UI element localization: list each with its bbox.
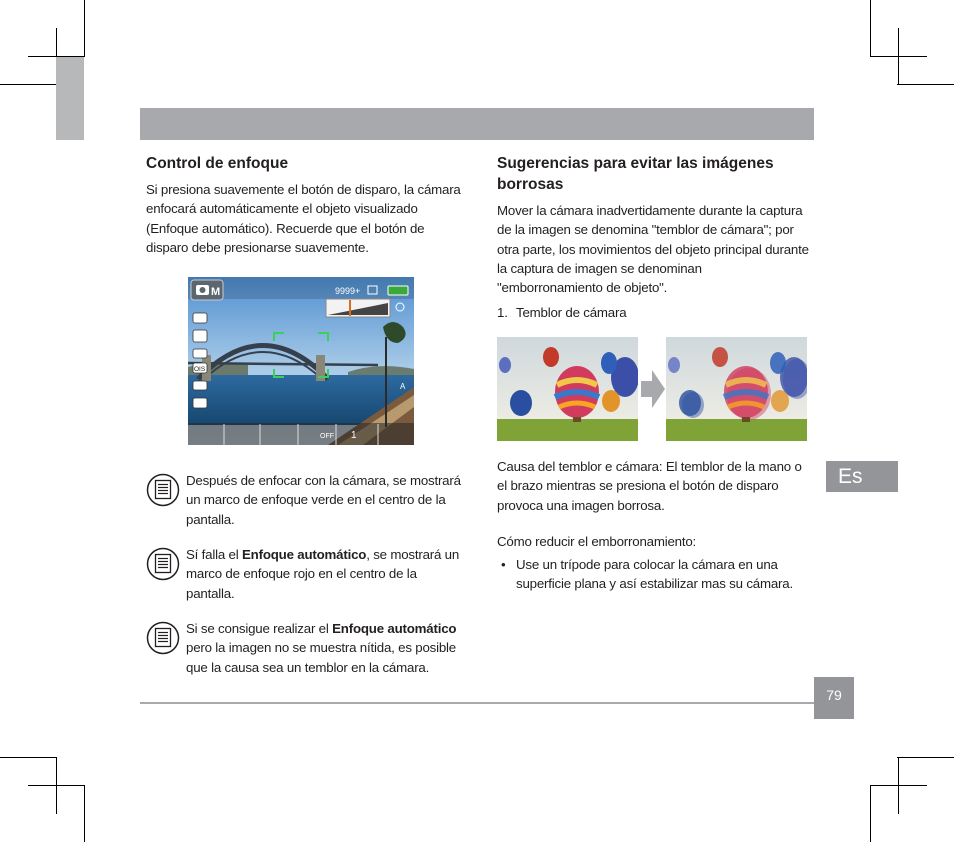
exposure-label: 1 [351,430,357,441]
list-item-label: Temblor de cámara [516,305,627,320]
list-number: 1. [497,305,508,320]
crop-mark [84,785,85,842]
camera-lcd-screenshot [188,277,414,445]
note-icon [146,621,180,655]
note-text [186,545,468,603]
crop-mark [84,0,85,57]
crop-mark [897,757,954,758]
note-text [186,471,468,529]
note-icon [146,473,180,507]
crop-mark [0,757,57,758]
self-timer-label: OFF [320,433,334,440]
bullet-text: Use un trípode para colocar la cámara en una superficie plana y así estabilizar mas su cámara. [516,557,793,592]
note-text-part: Sí falla el [186,547,242,562]
crop-mark [897,84,954,85]
sharp-balloons-photo [497,337,638,441]
crop-mark [870,56,927,57]
section-title-focus: Control de enfoque [146,155,289,172]
cause-paragraph: Causa del temblor e cámara: El temblor de la mano o el brazo mientras se presiona el botón de disparo provoca una imagen borrosa. [497,459,802,513]
balloons-image [497,337,638,441]
section-title-blur-tips: Sugerencias para evitar las imágenes borrosas [497,155,774,193]
reduce-heading: Cómo reducir el emborronamiento: [497,534,697,549]
bullet-symbol: • [501,557,506,572]
note-text-bold: Enfoque automático [332,621,457,636]
note-text-bold: Enfoque automático [242,547,367,562]
crop-mark [0,84,57,85]
note-text-part: pero la imagen no se muestra nítida, es posible que la causa sea un temblor en la cámara. [186,640,456,675]
camera-lcd-image [188,277,414,445]
blur-paragraph: Mover la cámara inadvertidamente durante la captura de la imagen se denomina "temblor de cámara"; por otra parte, los movimientos del objeto principal durante la captura de imagen se denominan "emborronamiento de objeto". [497,203,809,296]
crop-mark [870,785,927,786]
balloons-blurred-image [666,337,807,441]
footer-rule [140,702,814,704]
header-bar [140,108,814,140]
note-text-part: , se mostrará un marco de enfoque rojo en el centro de la pantalla. [186,547,460,601]
blurred-balloons-photo [666,337,807,441]
arrow-right-icon [641,370,665,408]
crop-mark [870,785,871,842]
flash-label: A [400,382,406,391]
note-text-part: Después de enfocar con la cámara, se mostrará un marco de enfoque verde en el centro de la pantalla. [186,473,461,527]
mode-label: M [211,286,221,298]
ois-label: OIS [194,366,206,373]
language-tab: Es [826,461,898,492]
crop-mark [870,0,871,57]
shot-count: 9999+ [335,286,361,296]
page-number: 79 [814,677,854,719]
note-text [186,619,468,677]
focus-paragraph: Si presiona suavemente el botón de disparo, la cámara enfocará automáticamente el objeto visualizado (Enfoque automático). Recuerde que el botón de disparo debe presionarse suavemente. [146,182,461,255]
crop-mark [28,785,85,786]
list-item [497,303,626,322]
note-text-part: Si se consigue realizar el [186,621,333,636]
note-icon [146,547,180,581]
side-tab [56,57,84,140]
